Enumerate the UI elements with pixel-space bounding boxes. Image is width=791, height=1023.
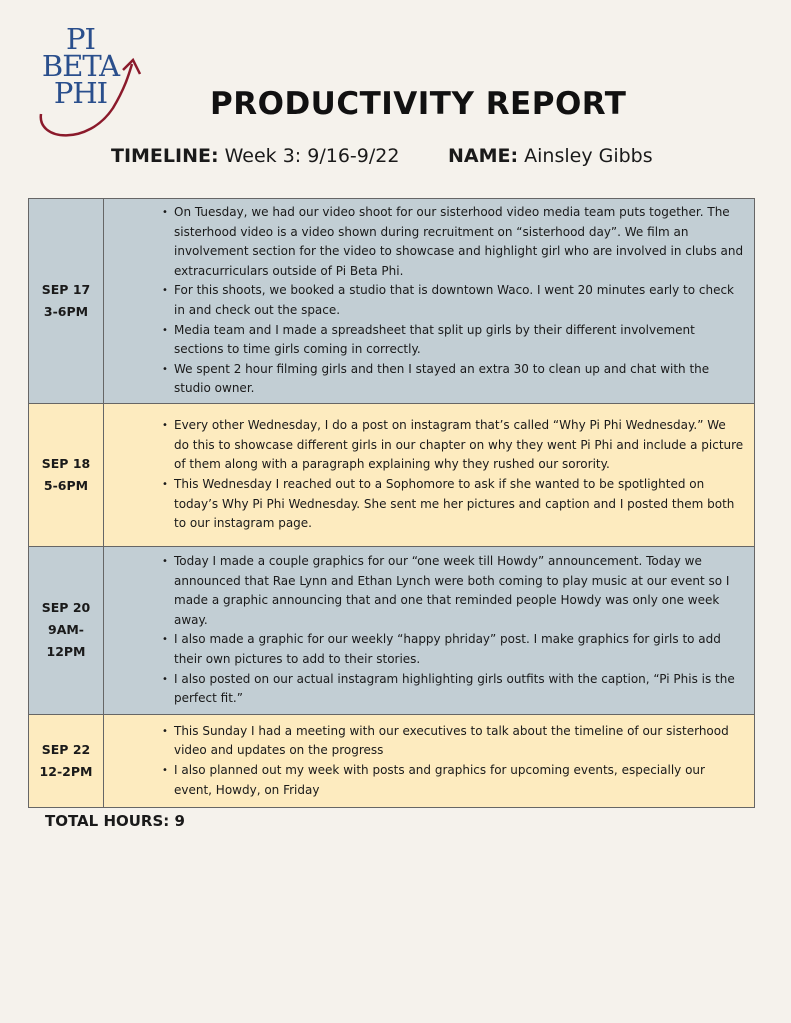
row-date: SEP 22 [41, 741, 91, 757]
timeline-label: TIMELINE: [111, 145, 219, 167]
date-cell [29, 403, 104, 546]
list-item: • Every other Wednesday, I do a post on instagram that’s called “Why Pi Phi Wednesday.” We do this to showcase different girls in our chapter on why they went Pi Phi and include a picture of them along with a paragraph explaining why they rushed our sorority. [174, 416, 744, 475]
total-hours: TOTAL HOURS: 9 [45, 812, 185, 830]
activity-list [104, 718, 754, 804]
activity-list [104, 199, 754, 403]
date-cell [29, 546, 104, 714]
table-row [29, 546, 755, 714]
logo-wordmark: PI BETA PHI [41, 22, 120, 110]
list-item: • This Sunday I had a meeting with our executives to talk about the timeline of our sisterhood video and updates on the progress [174, 722, 744, 761]
row-date: SEP 17 [41, 281, 91, 297]
activity-list [104, 412, 754, 538]
description-cell [104, 714, 755, 807]
name-value: Ainsley Gibbs [524, 145, 653, 167]
list-item: • On Tuesday, we had our video shoot for our sisterhood video media team puts together. The sisterhood video is a video shown during recruitment on “sisterhood day”. We film an involvement section for the video to showcase and highlight girl who are involved in clubs and extracurriculars outside of Pi Beta Phi. [174, 203, 744, 281]
list-item: • I also posted on our actual instagram highlighting girls outfits with the caption, “Pi Phis is the perfect fit.” [174, 670, 744, 709]
list-item: • Media team and I made a spreadsheet that split up girls by their different involvement sections to time girls coming in correctly. [174, 321, 744, 360]
table-row [29, 714, 755, 807]
description-cell [104, 403, 755, 546]
report-title: PRODUCTIVITY REPORT [210, 86, 627, 122]
table-row [29, 403, 755, 546]
timeline-field [111, 145, 399, 167]
row-date: SEP 18 [41, 455, 91, 471]
description-cell [104, 199, 755, 404]
list-item: • I also made a graphic for our weekly “happy phriday” post. I make graphics for girls to add their own pictures to add to their stories. [174, 630, 744, 669]
row-time: 5-6PM [43, 477, 89, 493]
date-cell [29, 714, 104, 807]
row-time: 12-2PM [39, 763, 93, 779]
table-row [29, 199, 755, 404]
description-cell [104, 546, 755, 714]
activity-list [104, 548, 754, 713]
pi-beta-phi-logo [33, 22, 148, 141]
timeline-value: Week 3: 9/16-9/22 [224, 145, 400, 167]
logo-arrow-icon [33, 22, 148, 141]
row-time: 3-6PM [43, 303, 89, 319]
list-item: • This Wednesday I reached out to a Sophomore to ask if she wanted to be spotlighted on today’s Why Pi Phi Wednesday. She sent me her pictures and caption and I posted them both to our instagram page. [174, 475, 744, 534]
date-cell [29, 199, 104, 404]
row-date: SEP 20 [41, 600, 91, 616]
name-label: NAME: [448, 145, 519, 167]
list-item: • I also planned out my week with posts and graphics for upcoming events, especially our event, Howdy, on Friday [174, 761, 744, 800]
activity-table [28, 198, 755, 808]
list-item: • For this shoots, we booked a studio that is downtown Waco. I went 20 minutes early to check in and check out the space. [174, 281, 744, 320]
list-item: • We spent 2 hour filming girls and then I stayed an extra 30 to clean up and chat with the studio owner. [174, 360, 744, 399]
row-time: 9AM-12PM [46, 622, 86, 660]
list-item: • Today I made a couple graphics for our “one week till Howdy” announcement. Today we announced that Rae Lynn and Ethan Lynch were both coming to play music at our event so I made a graphic announcing that and one that reminded people Howdy was only one week away. [174, 552, 744, 630]
name-field [448, 145, 653, 167]
